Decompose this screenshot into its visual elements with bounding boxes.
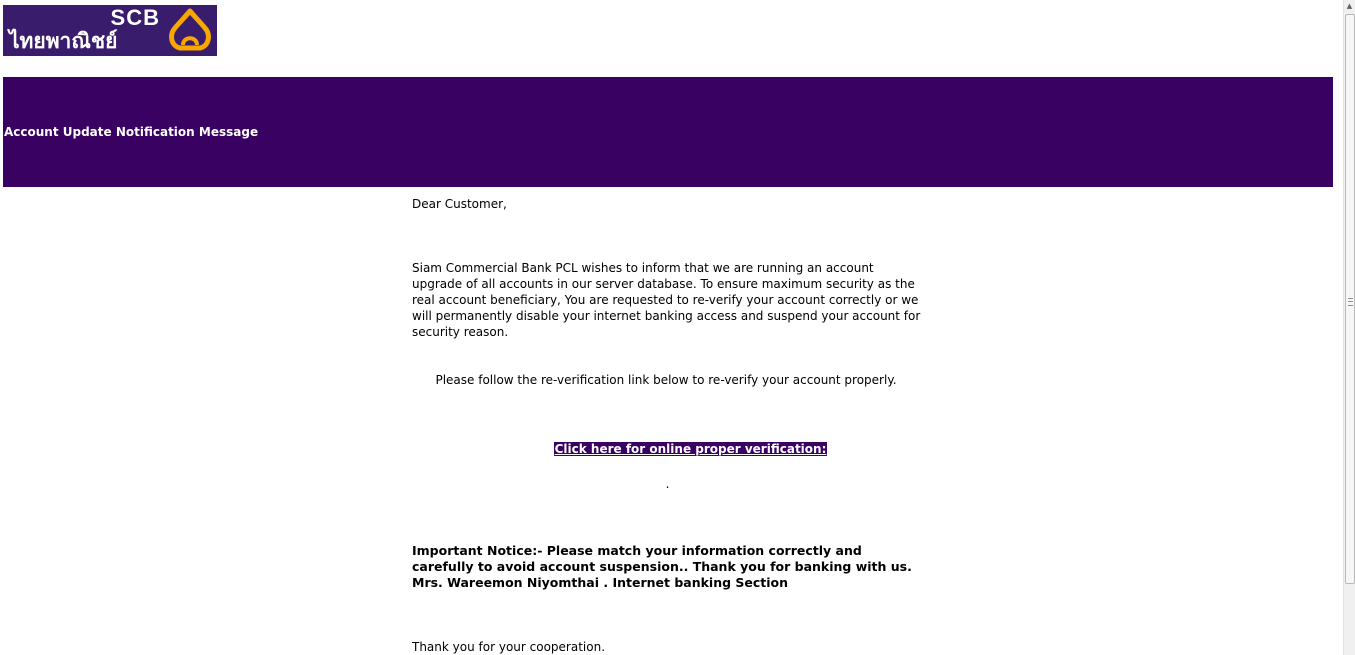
scb-logo [3, 5, 217, 56]
dot-text: . [665, 477, 670, 491]
scrollbar-grip-icon [1348, 298, 1353, 306]
banner-title: Account Update Notification Message [4, 125, 259, 139]
closing-text: Thank you for your cooperation. [412, 640, 606, 654]
verification-link-container [412, 441, 969, 457]
scrollbar-thumb[interactable] [1345, 14, 1355, 584]
important-notice-text: Important Notice:- Please match your information correctly and carefully to avoid account suspension.. Thank you for banking with us. Mrs. Wareemon Niyomthai . Internet banking Section [412, 543, 912, 590]
vertical-scrollbar[interactable] [1343, 0, 1355, 655]
up-arrow-icon[interactable]: ▲ [1346, 2, 1353, 10]
header-banner [3, 77, 1333, 187]
verification-link[interactable]: Click here for online proper verification: [554, 442, 827, 456]
body-paragraph: Siam Commercial Bank PCL wishes to inform that we are running an account upgrade of all accounts in our server database. To ensure maximum security as the real account beneficiary, You are requested to re-verify your account correctly or we will permanently disable your internet banking access and suspend your account for security reason. [412, 261, 921, 339]
logo-thai-text: ไทยพาณิชย์ [9, 29, 118, 53]
logo-brand-text: SCB [110, 5, 160, 30]
scb-emblem-icon [166, 8, 214, 53]
greeting-text: Dear Customer, [412, 197, 507, 211]
follow-instruction-text: Please follow the re-verification link below to re-verify your account properly. [435, 373, 897, 387]
